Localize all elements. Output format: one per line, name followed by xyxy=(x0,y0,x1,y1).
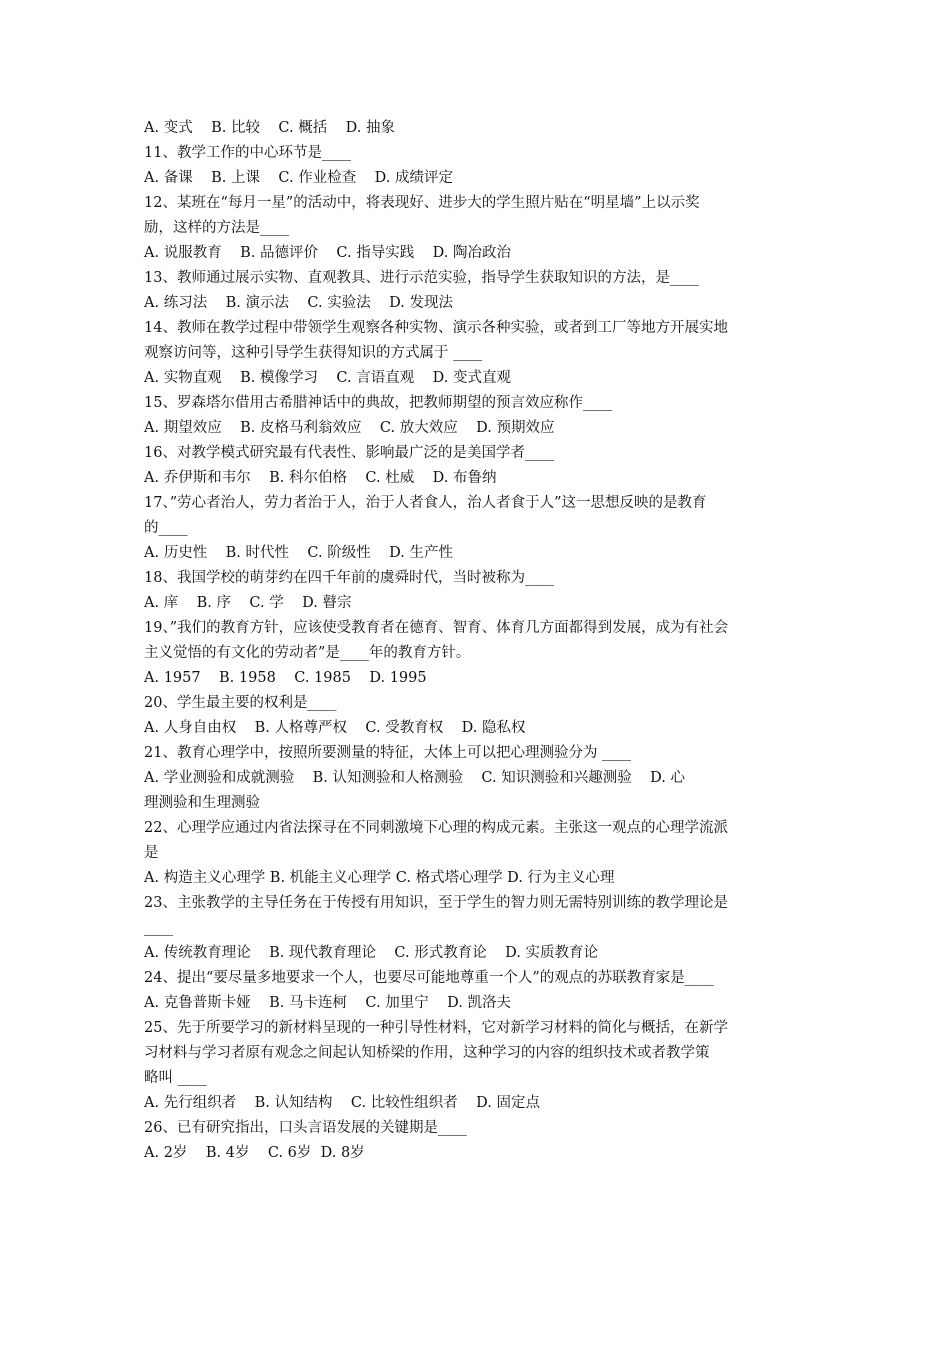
option-line: A. 构造主义心理学 B. 机能主义心理学 C. 格式塔心理学 D. 行为主义心理 xyxy=(144,870,615,886)
option-line: A. 备课 B. 上课 C. 作业检查 D. 成绩评定 xyxy=(144,170,453,186)
question-line: 20、学生最主要的权利是____ xyxy=(144,695,337,711)
question-line: 主义觉悟的有文化的劳动者”是____年的教育方针。 xyxy=(144,645,471,661)
option-line: A. 先行组织者 B. 认知结构 C. 比较性组织者 D. 固定点 xyxy=(144,1095,540,1111)
question-line: 略叫 ____ xyxy=(144,1070,207,1086)
option-line: A. 克鲁普斯卡娅 B. 马卡连柯 C. 加里宁 D. 凯洛夫 xyxy=(144,995,511,1011)
question-line: 12、某班在“每月一星”的活动中，将表现好、进步大的学生照片贴在“明星墙”上以示奖 xyxy=(144,195,700,211)
option-line: A. 练习法 B. 演示法 C. 实验法 D. 发现法 xyxy=(144,295,453,311)
question-line: 23、主张教学的主导任务在于传授有用知识，至于学生的智力则无需特别训练的教学理论是 xyxy=(144,895,728,911)
option-line: A. 变式 B. 比较 C. 概括 D. 抽象 xyxy=(144,120,395,136)
question-line: 26、已有研究指出，口头言语发展的关键期是____ xyxy=(144,1120,467,1136)
question-line: 16、对教学模式研究最有代表性、影响最广泛的是美国学者____ xyxy=(144,445,554,461)
question-line: 14、教师在教学过程中带领学生观察各种实物、演示各种实验，或者到工厂等地方开展实地 xyxy=(144,320,728,336)
question-line: 11、教学工作的中心环节是____ xyxy=(144,145,351,161)
option-line: A. 说服教育 B. 品德评价 C. 指导实践 D. 陶冶政治 xyxy=(144,245,511,261)
option-line: A. 期望效应 B. 皮格马利翁效应 C. 放大效应 D. 预期效应 xyxy=(144,420,555,436)
option-line: A. 学业测验和成就测验 B. 认知测验和人格测验 C. 知识测验和兴趣测验 D. 心 xyxy=(144,770,685,786)
question-line: 15、罗森塔尔借用古希腊神话中的典故，把教师期望的预言效应称作____ xyxy=(144,395,612,411)
option-line: A. 人身自由权 B. 人格尊严权 C. 受教育权 D. 隐私权 xyxy=(144,720,526,736)
question-line: 13、教师通过展示实物、直观教具、进行示范实验，指导学生获取知识的方法，是____ xyxy=(144,270,699,286)
option-line: 理测验和生理测验 xyxy=(144,795,260,811)
question-line: 21、教育心理学中，按照所要测量的特征，大体上可以把心理测验分为 ____ xyxy=(144,745,632,761)
option-line: A. 庠 B. 序 C. 学 D. 瞽宗 xyxy=(144,595,352,611)
option-line: A. 乔伊斯和韦尔 B. 科尔伯格 C. 杜威 D. 布鲁纳 xyxy=(144,470,497,486)
question-line: 19、”我们的教育方针，应该使受教育者在德育、智育、体育几方面都得到发展，成为有社会 xyxy=(144,620,729,636)
question-line: 25、先于所要学习的新材料呈现的一种引导性材料，它对新学习材料的简化与概括，在新学 xyxy=(144,1020,728,1036)
question-line: 18、我国学校的萌芽约在四千年前的虞舜时代，当时被称为____ xyxy=(144,570,554,586)
question-line: 17、”劳心者治人，劳力者治于人，治于人者食人，治人者食于人”这一思想反映的是教育 xyxy=(144,495,707,511)
question-line: ____ xyxy=(144,920,173,936)
question-line: 观察访问等，这种引导学生获得知识的方式属于 ____ xyxy=(144,345,483,361)
option-line: A. 2岁 B. 4岁 C. 6岁 D. 8岁 xyxy=(144,1145,365,1161)
option-line: A. 历史性 B. 时代性 C. 阶级性 D. 生产性 xyxy=(144,545,453,561)
document-page xyxy=(144,116,814,1166)
question-line: 励，这样的方法是____ xyxy=(144,220,289,236)
option-line: A. 传统教育理论 B. 现代教育理论 C. 形式教育论 D. 实质教育论 xyxy=(144,945,598,961)
question-line: 24、提出“要尽量多地要求一个人，也要尽可能地尊重一个人”的观点的苏联教育家是____ xyxy=(144,970,714,986)
option-line: A. 1957 B. 1958 C. 1985 D. 1995 xyxy=(144,670,427,686)
question-line: 的____ xyxy=(144,520,188,536)
question-line: 是 xyxy=(144,845,159,861)
question-line: 22、心理学应通过内省法探寻在不同刺激境下心理的构成元素。主张这一观点的心理学流派 xyxy=(144,820,728,836)
question-line: 习材料与学习者原有观念之间起认知桥梁的作用，这种学习的内容的组织技术或者教学策 xyxy=(144,1045,710,1061)
option-line: A. 实物直观 B. 模像学习 C. 言语直观 D. 变式直观 xyxy=(144,370,511,386)
